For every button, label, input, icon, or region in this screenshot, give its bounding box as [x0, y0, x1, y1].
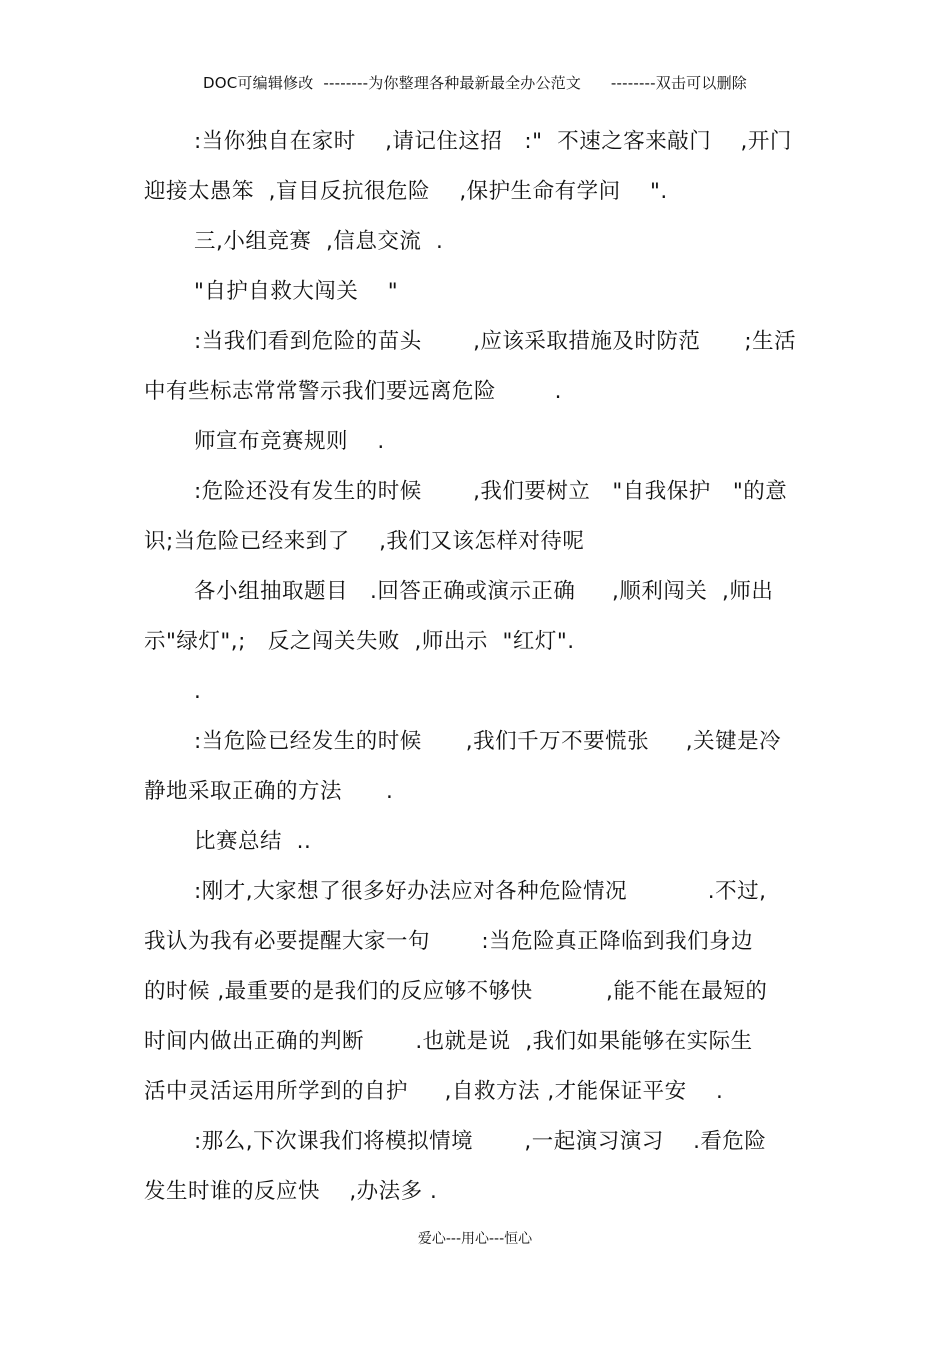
- text-line: :当我们看到危险的苗头 ,应该采取措施及时防范 ;生活: [194, 329, 797, 354]
- text-line: 中有些标志常常警示我们要远离危险 .: [144, 379, 563, 404]
- text-line: 识;当危险已经来到了 ,我们又该怎样对待呢: [144, 529, 585, 554]
- page-header: DOC可编辑修改 --------为你整理各种最新最全办公范文 --------双击可以删除: [203, 74, 747, 92]
- text-line: :当危险已经发生的时候 ,我们千万不要慌张 ,关键是冷: [194, 729, 782, 754]
- text-line: :危险还没有发生的时候 ,我们要树立 "自我保护 "的意: [194, 479, 788, 504]
- text-line: 三,小组竞赛 ,信息交流 .: [194, 229, 444, 254]
- text-line: :刚才,大家想了很多好办法应对各种危险情况 .不过,: [194, 879, 767, 904]
- text-line: 比赛总结 ..: [194, 829, 312, 854]
- text-line: 静地采取正确的方法 .: [144, 779, 394, 804]
- text-line: .: [194, 679, 202, 704]
- text-line: 迎接太愚笨 ,盲目反抗很危险 ,保护生命有学问 ".: [144, 179, 668, 204]
- page-footer: 爱心---用心---恒心: [417, 1231, 533, 1247]
- text-line: 我认为我有必要提醒大家一句 :当危险真正降临到我们身边: [144, 929, 754, 954]
- text-line: 发生时谁的反应快 ,办法多 .: [144, 1179, 438, 1204]
- text-line: 活中灵活运用所学到的自护 ,自救方法 ,才能保证平安 .: [144, 1079, 724, 1104]
- text-line: 的时候 ,最重要的是我们的反应够不够快 ,能不能在最短的: [144, 979, 768, 1004]
- text-line: :那么,下次课我们将模拟情境 ,一起演习演习 .看危险: [194, 1129, 767, 1154]
- text-line: 各小组抽取题目 .回答正确或演示正确 ,顺利闯关 ,师出: [194, 579, 774, 604]
- text-line: 师宣布竞赛规则 .: [194, 429, 385, 454]
- text-line: :当你独自在家时 ,请记住这招 :" 不速之客来敲门 ,开门: [194, 129, 792, 154]
- text-line: 时间内做出正确的判断 .也就是说 ,我们如果能够在实际生: [144, 1029, 753, 1054]
- text-line: 示"绿灯",; 反之闯关失败 ,师出示 "红灯".: [144, 629, 575, 654]
- text-line: "自护自救大闯关 ": [194, 279, 399, 304]
